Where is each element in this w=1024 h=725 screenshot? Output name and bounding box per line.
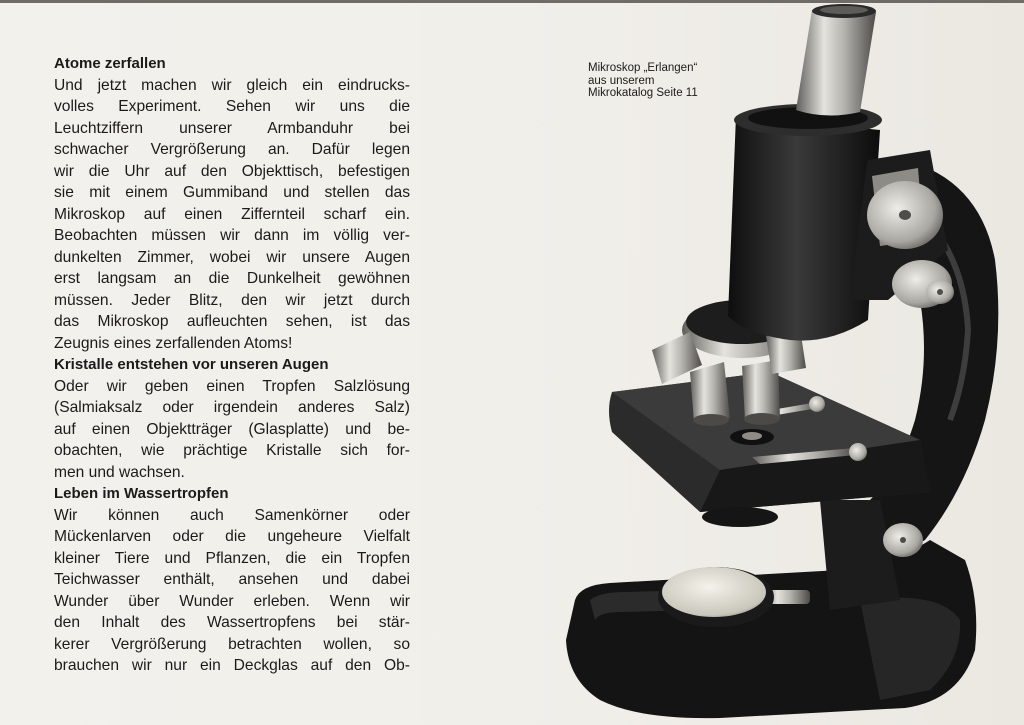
text-line: den Inhalt des Wassertropfens bei stär- xyxy=(54,614,410,631)
text-line: Wunder über Wunder erleben. Wenn wir xyxy=(54,592,410,610)
microscope-tube xyxy=(728,104,882,341)
text-line: Und jetzt machen wir gleich ein eindrucks- xyxy=(54,76,410,94)
text-line: müssen. Jeder Blitz, den wir jetzt durch xyxy=(54,291,410,309)
text-line: Leuchtziffern unserer Armbanduhr bei xyxy=(54,119,410,137)
text-line: Oder wir geben einen Tropfen Salzlösung xyxy=(54,377,410,395)
text-line: wir die Uhr auf den Objekttisch, befestigen xyxy=(54,162,410,180)
microscope-eyepiece xyxy=(796,4,876,116)
text-line: Mückenlarven oder die ungeheure Vielfalt xyxy=(54,528,410,545)
caption-line: Mikroskop „Erlangen“ xyxy=(588,62,698,74)
text-line: Beobachten müssen wir dann im völlig ver- xyxy=(54,227,410,244)
text-line: (Salmiaksalz oder irgendein anderes Salz) xyxy=(54,399,410,416)
text-line: obachten, wie prächtige Kristalle sich for- xyxy=(54,442,410,459)
text-line: men und wachsen. xyxy=(54,463,185,481)
text-line: volles Experiment. Sehen wir uns die xyxy=(54,98,410,115)
section-heading: Kristalle entstehen vor unseren Augen xyxy=(54,356,329,373)
text-line: erst langsam an die Dunkelheit gewöhnen xyxy=(54,270,410,287)
section-heading: Atome zerfallen xyxy=(54,55,166,72)
text-line: kleiner Tiere und Pflanzen, die ein Tropfen xyxy=(54,549,410,567)
microscope-base xyxy=(566,540,976,718)
text-line: sie mit einem Gummiband und stellen das xyxy=(54,184,410,201)
text-line: Teichwasser enthält, ansehen und dabei xyxy=(54,571,410,588)
section-heading: Leben im Wassertropfen xyxy=(54,485,229,502)
text-line: das Mikroskop aufleuchten sehen, ist das xyxy=(54,313,410,330)
text-line: Wir können auch Samenkörner oder xyxy=(54,506,410,524)
caption-line: Mikrokatalog Seite 11 xyxy=(588,87,698,99)
text-line: schwacher Vergrößerung an. Dafür legen xyxy=(54,141,410,158)
caption-line: aus unserem xyxy=(588,74,655,87)
text-line: dunkelten Zimmer, wobei wir unsere Augen xyxy=(54,248,410,266)
text-line: Zeugnis eines zerfallenden Atoms! xyxy=(54,334,293,352)
text-line: auf einen Objektträger (Glasplatte) und be- xyxy=(54,420,410,438)
text-line: kerer Vergrößerung betrachten wollen, so xyxy=(54,635,410,653)
text-line: Mikroskop auf einen Ziffernteil scharf ein. xyxy=(54,205,410,223)
text-line: brauchen wir nur ein Deckglas auf den Ob- xyxy=(54,657,410,674)
